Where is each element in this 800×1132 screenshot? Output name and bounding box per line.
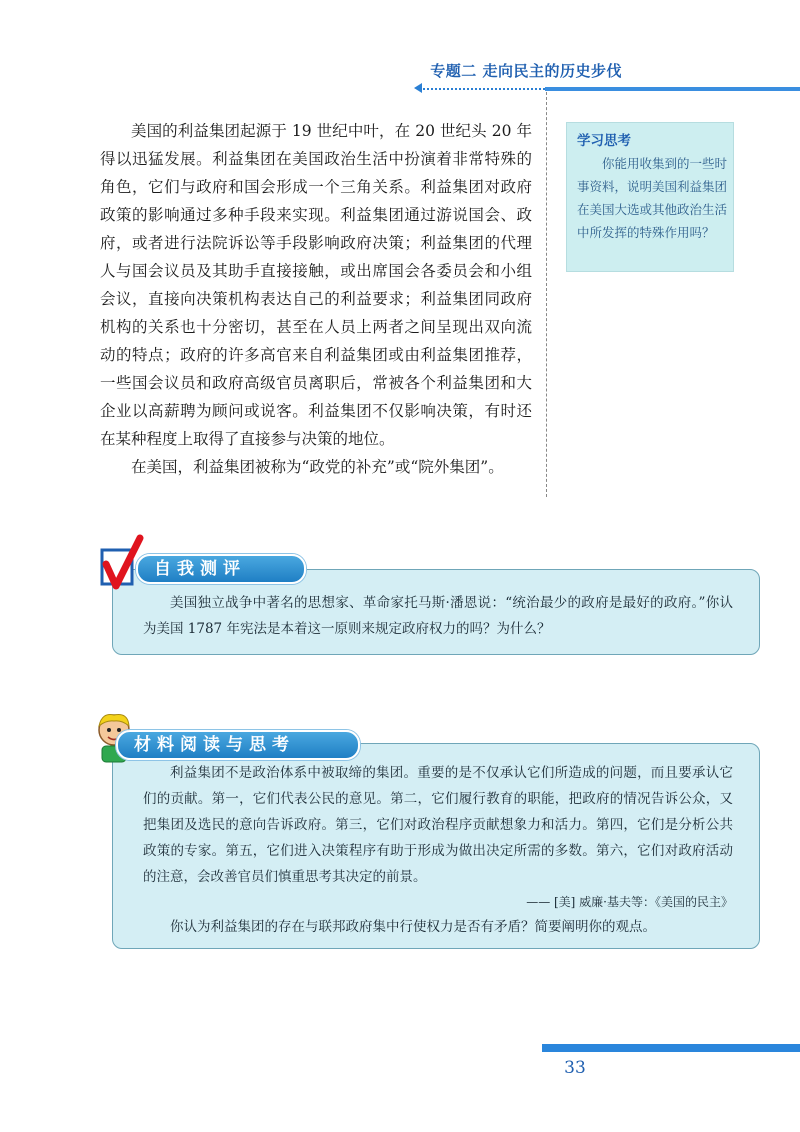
header-accent-bar xyxy=(545,87,800,91)
reading-question: 你认为利益集团的存在与联邦政府集中行使权力是否有矛盾？简要阐明你的观点。 xyxy=(170,919,656,935)
reading-box xyxy=(112,743,760,949)
main-article xyxy=(100,117,532,481)
sidebar-title: 学习思考 xyxy=(577,133,631,149)
column-divider xyxy=(546,92,547,497)
footer-bar xyxy=(542,1044,800,1052)
self-eval-text: 美国独立战争中著名的思想家、革命家托马斯·潘恩说：“统治最少的政府是最好的政府。”你认为美国 1787 年宪法是本着这一原则来规定政府权力的吗？为什么？ xyxy=(143,595,733,637)
page-number: 33 xyxy=(564,1058,586,1078)
reading-source: —— [美] 威廉·基夫等：《美国的民主》 xyxy=(526,895,733,909)
study-think-sidebar xyxy=(566,122,734,272)
main-paragraph: 在美国，利益集团被称为“政党的补充”或“院外集团”。 xyxy=(131,458,504,476)
section-header-title: 专题二 走向民主的历史步伐 xyxy=(430,62,622,80)
reading-content xyxy=(143,760,733,940)
reading-tab: 材料阅读与思考 xyxy=(116,730,360,760)
main-paragraph: 美国的利益集团起源于 19 世纪中叶，在 20 世纪头 20 年得以迅猛发展。利益集团在美国政治生活中扮演着非常特殊的角色，它们与政府和国会形成一个三角关系。利益集团对政府政策的影响通过多种手段来实现。利益集团通过游说国会、政府，或者进行法院诉讼等手段影响政府决策；利益集团的代理人与国会议员及其助手直接接触，或出席国会各委员会和小组会议，直接向决策机构表达自己的利益要求；利益集团同政府机构的关系也十分密切，甚至在人员上两者之间呈现出双向流动的特点；政府的许多高官来自利益集团或由利益集团推荐，一些国会议员和政府高级官员离职后，常被各个利益集团和大企业以高薪聘为顾问或说客。利益集团不仅影响决策，有时还在某种程度上取得了直接参与决策的地位。 xyxy=(100,122,532,448)
header-arrow-icon xyxy=(414,83,422,93)
reading-passage: 利益集团不是政治体系中被取缔的集团。重要的是不仅承认它们所造成的问题，而且要承认它们的贡献。第一，它们代表公民的意见。第二，它们履行教育的职能，把政府的情况告诉公众，又把集团及选民的意向告诉政府。第三，它们对政治程序贡献想象力和活力。第四，它们是分析公共政策的专家。第五，它们进入决策程序有助于形成为做出决定所需的多数。第六，它们对政府活动的注意，会改善官员们慎重思考其决定的前景。 xyxy=(143,765,733,885)
self-eval-tab: 自我测评 xyxy=(136,554,306,584)
sidebar-body: 你能用收集到的一些时事资料，说明美国利益集团在美国大选或其他政治生活中所发挥的特殊作用吗？ xyxy=(577,156,728,240)
